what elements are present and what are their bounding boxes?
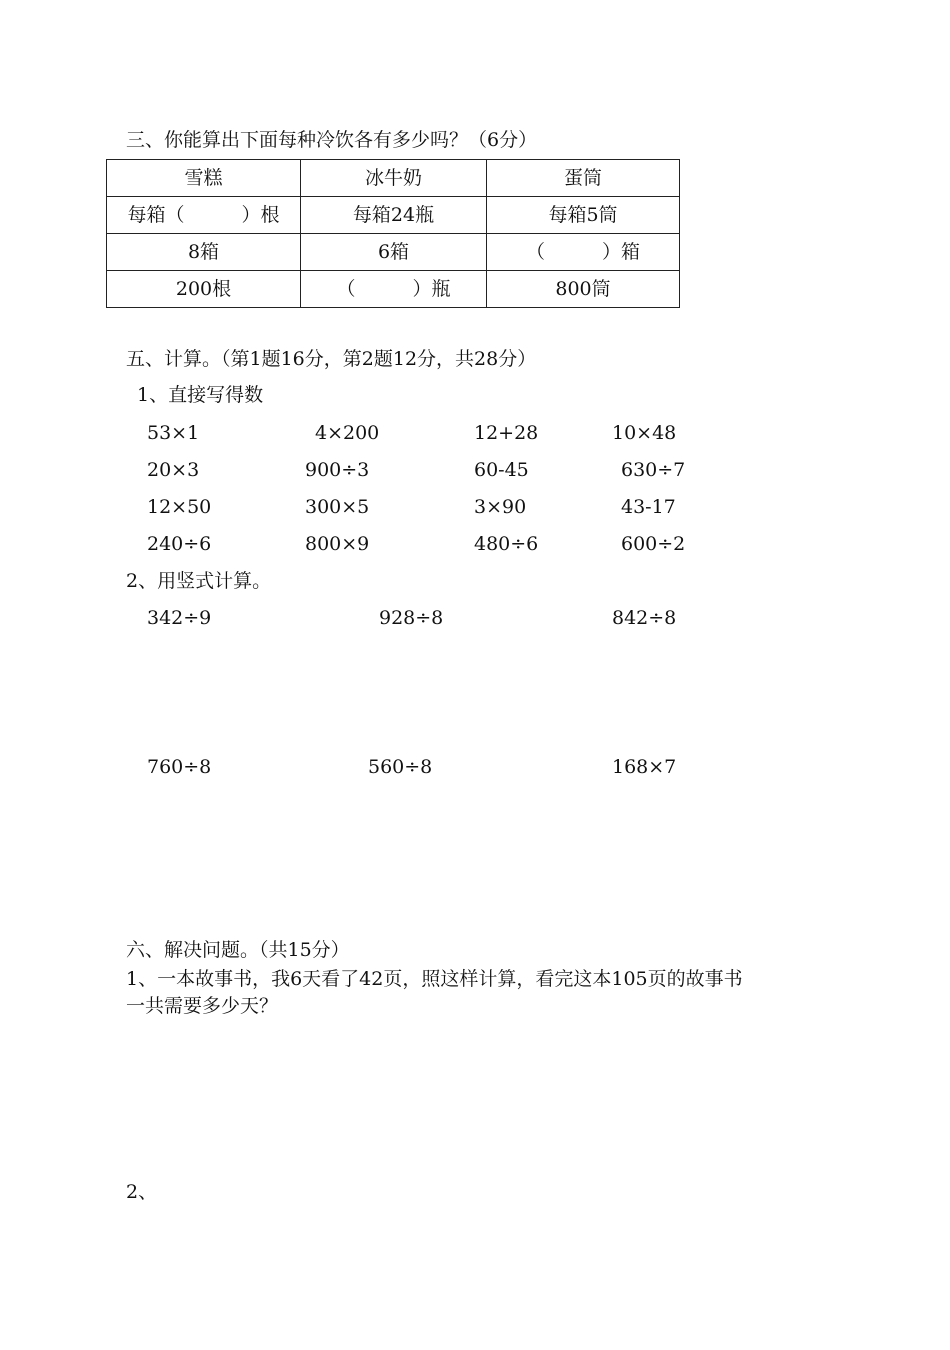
expression: 10×48 bbox=[612, 422, 677, 444]
table-row bbox=[107, 160, 680, 197]
answer-blank-cell[interactable]: （ ）箱 bbox=[487, 234, 680, 271]
expression: 20×3 bbox=[147, 459, 200, 481]
expression: 300×5 bbox=[305, 496, 370, 518]
expression: 900÷3 bbox=[305, 459, 370, 481]
expression: 630÷7 bbox=[621, 459, 686, 481]
expression: 800×9 bbox=[305, 533, 370, 555]
part-1-title: 1、直接写得数 bbox=[137, 384, 264, 406]
section-6-title: 六、解决问题。（共15分） bbox=[126, 939, 350, 961]
section-3-title: 三、你能算出下面每种冷饮各有多少吗？（6分） bbox=[126, 129, 538, 151]
table-cell: 8箱 bbox=[107, 234, 301, 271]
expression: 43-17 bbox=[621, 496, 676, 518]
expression: 342÷9 bbox=[147, 607, 212, 629]
expression: 560÷8 bbox=[368, 756, 433, 778]
expression: 600÷2 bbox=[621, 533, 686, 555]
table-row bbox=[107, 234, 680, 271]
question-1-text: 一共需要多少天？ bbox=[126, 995, 279, 1017]
expression: 53×1 bbox=[147, 422, 200, 444]
answer-blank-cell[interactable]: 每箱（ ）根 bbox=[107, 197, 301, 234]
expression: 60-45 bbox=[474, 459, 529, 481]
expression: 3×90 bbox=[474, 496, 527, 518]
table-row bbox=[107, 197, 680, 234]
expression: 12+28 bbox=[474, 422, 539, 444]
table-cell: 200根 bbox=[107, 271, 301, 308]
question-2-label: 2、 bbox=[126, 1181, 158, 1203]
expression: 4×200 bbox=[315, 422, 380, 444]
expression: 928÷8 bbox=[379, 607, 444, 629]
expression: 760÷8 bbox=[147, 756, 212, 778]
expression: 480÷6 bbox=[474, 533, 539, 555]
expression: 842÷8 bbox=[612, 607, 677, 629]
table-cell: 冰牛奶 bbox=[301, 160, 487, 197]
table-cell: 每箱5筒 bbox=[487, 197, 680, 234]
cold-drinks-table bbox=[106, 159, 680, 308]
table-cell: 蛋筒 bbox=[487, 160, 680, 197]
answer-blank-cell[interactable]: （ ）瓶 bbox=[301, 271, 487, 308]
section-5-title: 五、计算。（第1题16分，第2题12分，共28分） bbox=[126, 348, 537, 370]
table-cell: 雪糕 bbox=[107, 160, 301, 197]
part-2-title: 2、用竖式计算。 bbox=[126, 570, 272, 592]
table-row bbox=[107, 271, 680, 308]
expression: 168×7 bbox=[612, 756, 677, 778]
expression: 12×50 bbox=[147, 496, 212, 518]
table-cell: 6箱 bbox=[301, 234, 487, 271]
table-cell: 800筒 bbox=[487, 271, 680, 308]
question-1-text: 1、一本故事书，我6天看了42页，照这样计算，看完这本105页的故事书 bbox=[126, 968, 743, 990]
expression: 240÷6 bbox=[147, 533, 212, 555]
table-cell: 每箱24瓶 bbox=[301, 197, 487, 234]
